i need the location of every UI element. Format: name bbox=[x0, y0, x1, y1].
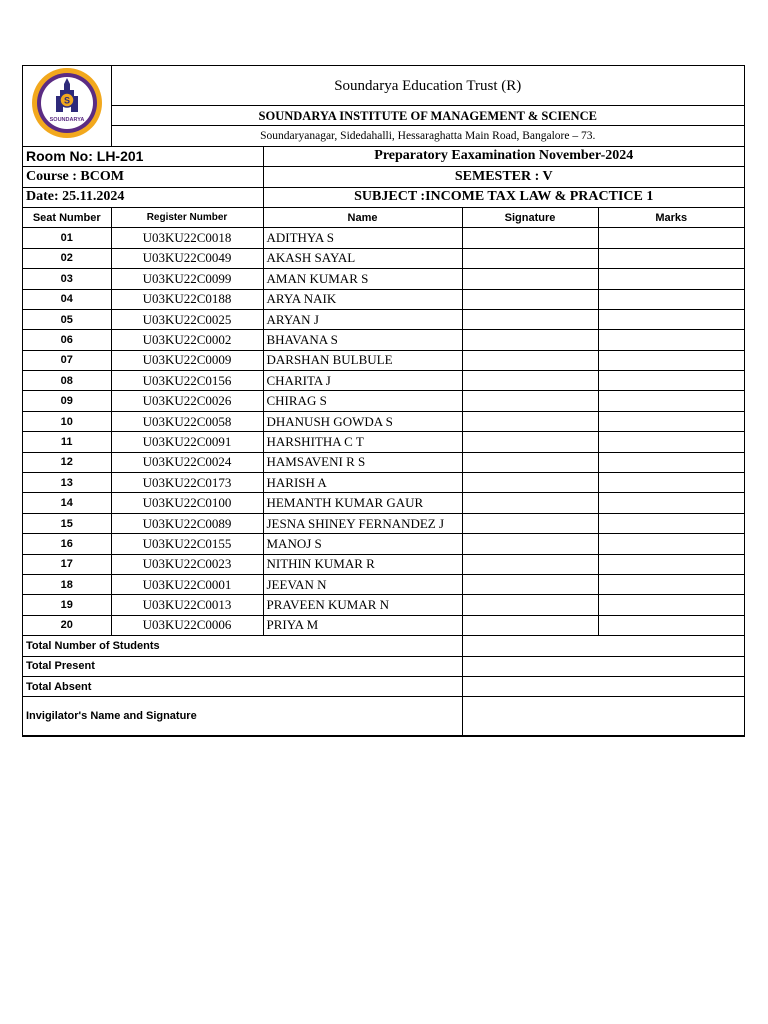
marks-cell[interactable] bbox=[598, 371, 744, 391]
seat-number: 04 bbox=[23, 289, 111, 309]
student-name: AMAN KUMAR S bbox=[263, 269, 462, 289]
student-name: NITHIN KUMAR R bbox=[263, 554, 462, 574]
table-row bbox=[23, 289, 744, 309]
student-name: DHANUSH GOWDA S bbox=[263, 411, 462, 431]
student-name: HEMANTH KUMAR GAUR bbox=[263, 493, 462, 513]
marks-cell[interactable] bbox=[598, 473, 744, 493]
signature-cell[interactable] bbox=[462, 534, 598, 554]
table-row bbox=[23, 534, 744, 554]
register-number: U03KU22C0155 bbox=[111, 534, 263, 554]
signature-cell[interactable] bbox=[462, 309, 598, 329]
register-number: U03KU22C0091 bbox=[111, 432, 263, 452]
table-row bbox=[23, 473, 744, 493]
signature-cell[interactable] bbox=[462, 432, 598, 452]
total-present-value[interactable] bbox=[462, 656, 744, 676]
institute-name: SOUNDARYA INSTITUTE OF MANAGEMENT & SCIENCE bbox=[111, 106, 744, 126]
table-row bbox=[23, 554, 744, 574]
attendance-sheet bbox=[22, 65, 745, 737]
subject-label: SUBJECT :INCOME TAX LAW & PRACTICE 1 bbox=[263, 187, 744, 207]
student-name: ADITHYA S bbox=[263, 228, 462, 248]
invigilator-label: Invigilator's Name and Signature bbox=[23, 697, 462, 736]
table-row bbox=[23, 452, 744, 472]
seat-number: 02 bbox=[23, 248, 111, 268]
student-name: ARYA NAIK bbox=[263, 289, 462, 309]
logo-cell bbox=[23, 66, 111, 146]
student-name: PRIYA M bbox=[263, 615, 462, 635]
register-number: U03KU22C0188 bbox=[111, 289, 263, 309]
column-header-seat: Seat Number bbox=[23, 207, 111, 227]
table-row bbox=[23, 371, 744, 391]
column-header-signature: Signature bbox=[462, 207, 598, 227]
register-number: U03KU22C0099 bbox=[111, 269, 263, 289]
student-name: CHIRAG S bbox=[263, 391, 462, 411]
logo-letter: S bbox=[63, 95, 70, 106]
marks-cell[interactable] bbox=[598, 228, 744, 248]
signature-cell[interactable] bbox=[462, 554, 598, 574]
seat-number: 17 bbox=[23, 554, 111, 574]
student-name: PRAVEEN KUMAR N bbox=[263, 595, 462, 615]
signature-cell[interactable] bbox=[462, 574, 598, 594]
course-label: Course : BCOM bbox=[23, 167, 263, 187]
seat-number: 13 bbox=[23, 473, 111, 493]
signature-cell[interactable] bbox=[462, 289, 598, 309]
signature-cell[interactable] bbox=[462, 595, 598, 615]
signature-cell[interactable] bbox=[462, 411, 598, 431]
student-name: AKASH SAYAL bbox=[263, 248, 462, 268]
seat-number: 10 bbox=[23, 411, 111, 431]
student-name: CHARITA J bbox=[263, 371, 462, 391]
student-name: BHAVANA S bbox=[263, 330, 462, 350]
student-name: ARYAN J bbox=[263, 309, 462, 329]
student-name: DARSHAN BULBULE bbox=[263, 350, 462, 370]
room-number: Room No: LH-201 bbox=[23, 146, 263, 166]
column-header-marks: Marks bbox=[598, 207, 744, 227]
marks-cell[interactable] bbox=[598, 595, 744, 615]
seat-number: 09 bbox=[23, 391, 111, 411]
exam-date: Date: 25.11.2024 bbox=[23, 187, 263, 207]
signature-cell[interactable] bbox=[462, 269, 598, 289]
logo-text: SOUNDARYA bbox=[49, 117, 85, 124]
table-row bbox=[23, 269, 744, 289]
institute-logo-icon bbox=[30, 66, 104, 140]
total-students-value[interactable] bbox=[462, 636, 744, 656]
register-number: U03KU22C0026 bbox=[111, 391, 263, 411]
marks-cell[interactable] bbox=[598, 554, 744, 574]
seat-number: 16 bbox=[23, 534, 111, 554]
register-number: U03KU22C0173 bbox=[111, 473, 263, 493]
table-row bbox=[23, 330, 744, 350]
register-number: U03KU22C0024 bbox=[111, 452, 263, 472]
register-number: U03KU22C0002 bbox=[111, 330, 263, 350]
marks-cell[interactable] bbox=[598, 513, 744, 533]
table-row bbox=[23, 432, 744, 452]
marks-cell[interactable] bbox=[598, 432, 744, 452]
marks-cell[interactable] bbox=[598, 350, 744, 370]
signature-cell[interactable] bbox=[462, 330, 598, 350]
column-header-register: Register Number bbox=[111, 207, 263, 227]
student-name: HAMSAVENI R S bbox=[263, 452, 462, 472]
seat-number: 14 bbox=[23, 493, 111, 513]
semester-label: SEMESTER : V bbox=[263, 167, 744, 187]
seat-number: 08 bbox=[23, 371, 111, 391]
total-absent-value[interactable] bbox=[462, 676, 744, 696]
seat-number: 05 bbox=[23, 309, 111, 329]
register-number: U03KU22C0006 bbox=[111, 615, 263, 635]
signature-cell[interactable] bbox=[462, 371, 598, 391]
marks-cell[interactable] bbox=[598, 615, 744, 635]
table-row bbox=[23, 513, 744, 533]
register-number: U03KU22C0049 bbox=[111, 248, 263, 268]
signature-cell[interactable] bbox=[462, 615, 598, 635]
register-number: U03KU22C0009 bbox=[111, 350, 263, 370]
total-students-label: Total Number of Students bbox=[23, 636, 462, 656]
register-number: U03KU22C0018 bbox=[111, 228, 263, 248]
student-name: HARISH A bbox=[263, 473, 462, 493]
marks-cell[interactable] bbox=[598, 452, 744, 472]
signature-cell[interactable] bbox=[462, 493, 598, 513]
total-absent-label: Total Absent bbox=[23, 676, 462, 696]
table-row bbox=[23, 391, 744, 411]
marks-cell[interactable] bbox=[598, 269, 744, 289]
seat-number: 12 bbox=[23, 452, 111, 472]
signature-cell[interactable] bbox=[462, 391, 598, 411]
register-number: U03KU22C0013 bbox=[111, 595, 263, 615]
table-row bbox=[23, 350, 744, 370]
signature-cell[interactable] bbox=[462, 248, 598, 268]
register-number: U03KU22C0100 bbox=[111, 493, 263, 513]
seat-number: 15 bbox=[23, 513, 111, 533]
table-row bbox=[23, 228, 744, 248]
seat-number: 01 bbox=[23, 228, 111, 248]
seat-number: 07 bbox=[23, 350, 111, 370]
marks-cell[interactable] bbox=[598, 248, 744, 268]
table-row bbox=[23, 411, 744, 431]
trust-name: Soundarya Education Trust (R) bbox=[111, 66, 744, 106]
table-row bbox=[23, 309, 744, 329]
table-row bbox=[23, 248, 744, 268]
register-number: U03KU22C0023 bbox=[111, 554, 263, 574]
signature-cell[interactable] bbox=[462, 452, 598, 472]
attendance-table bbox=[23, 66, 744, 736]
marks-cell[interactable] bbox=[598, 574, 744, 594]
seat-number: 18 bbox=[23, 574, 111, 594]
register-number: U03KU22C0025 bbox=[111, 309, 263, 329]
register-number: U03KU22C0058 bbox=[111, 411, 263, 431]
seat-number: 11 bbox=[23, 432, 111, 452]
table-row bbox=[23, 493, 744, 513]
marks-cell[interactable] bbox=[598, 391, 744, 411]
seat-number: 06 bbox=[23, 330, 111, 350]
signature-cell[interactable] bbox=[462, 350, 598, 370]
student-name: JESNA SHINEY FERNANDEZ J bbox=[263, 513, 462, 533]
seat-number: 03 bbox=[23, 269, 111, 289]
signature-cell[interactable] bbox=[462, 513, 598, 533]
column-header-name: Name bbox=[263, 207, 462, 227]
marks-cell[interactable] bbox=[598, 493, 744, 513]
table-row bbox=[23, 574, 744, 594]
student-name: HARSHITHA C T bbox=[263, 432, 462, 452]
seat-number: 19 bbox=[23, 595, 111, 615]
marks-cell[interactable] bbox=[598, 309, 744, 329]
table-row bbox=[23, 595, 744, 615]
seat-number: 20 bbox=[23, 615, 111, 635]
student-name: MANOJ S bbox=[263, 534, 462, 554]
exam-title: Preparatory Eaxamination November-2024 bbox=[263, 146, 744, 166]
student-name: JEEVAN N bbox=[263, 574, 462, 594]
signature-cell[interactable] bbox=[462, 228, 598, 248]
marks-cell[interactable] bbox=[598, 411, 744, 431]
institute-address: Soundaryanagar, Sidedahalli, Hessaraghatta Main Road, Bangalore – 73. bbox=[111, 126, 744, 146]
total-present-label: Total Present bbox=[23, 656, 462, 676]
signature-cell[interactable] bbox=[462, 473, 598, 493]
register-number: U03KU22C0089 bbox=[111, 513, 263, 533]
marks-cell[interactable] bbox=[598, 534, 744, 554]
invigilator-signature-field[interactable] bbox=[462, 697, 744, 736]
register-number: U03KU22C0001 bbox=[111, 574, 263, 594]
table-row bbox=[23, 615, 744, 635]
register-number: U03KU22C0156 bbox=[111, 371, 263, 391]
marks-cell[interactable] bbox=[598, 330, 744, 350]
marks-cell[interactable] bbox=[598, 289, 744, 309]
